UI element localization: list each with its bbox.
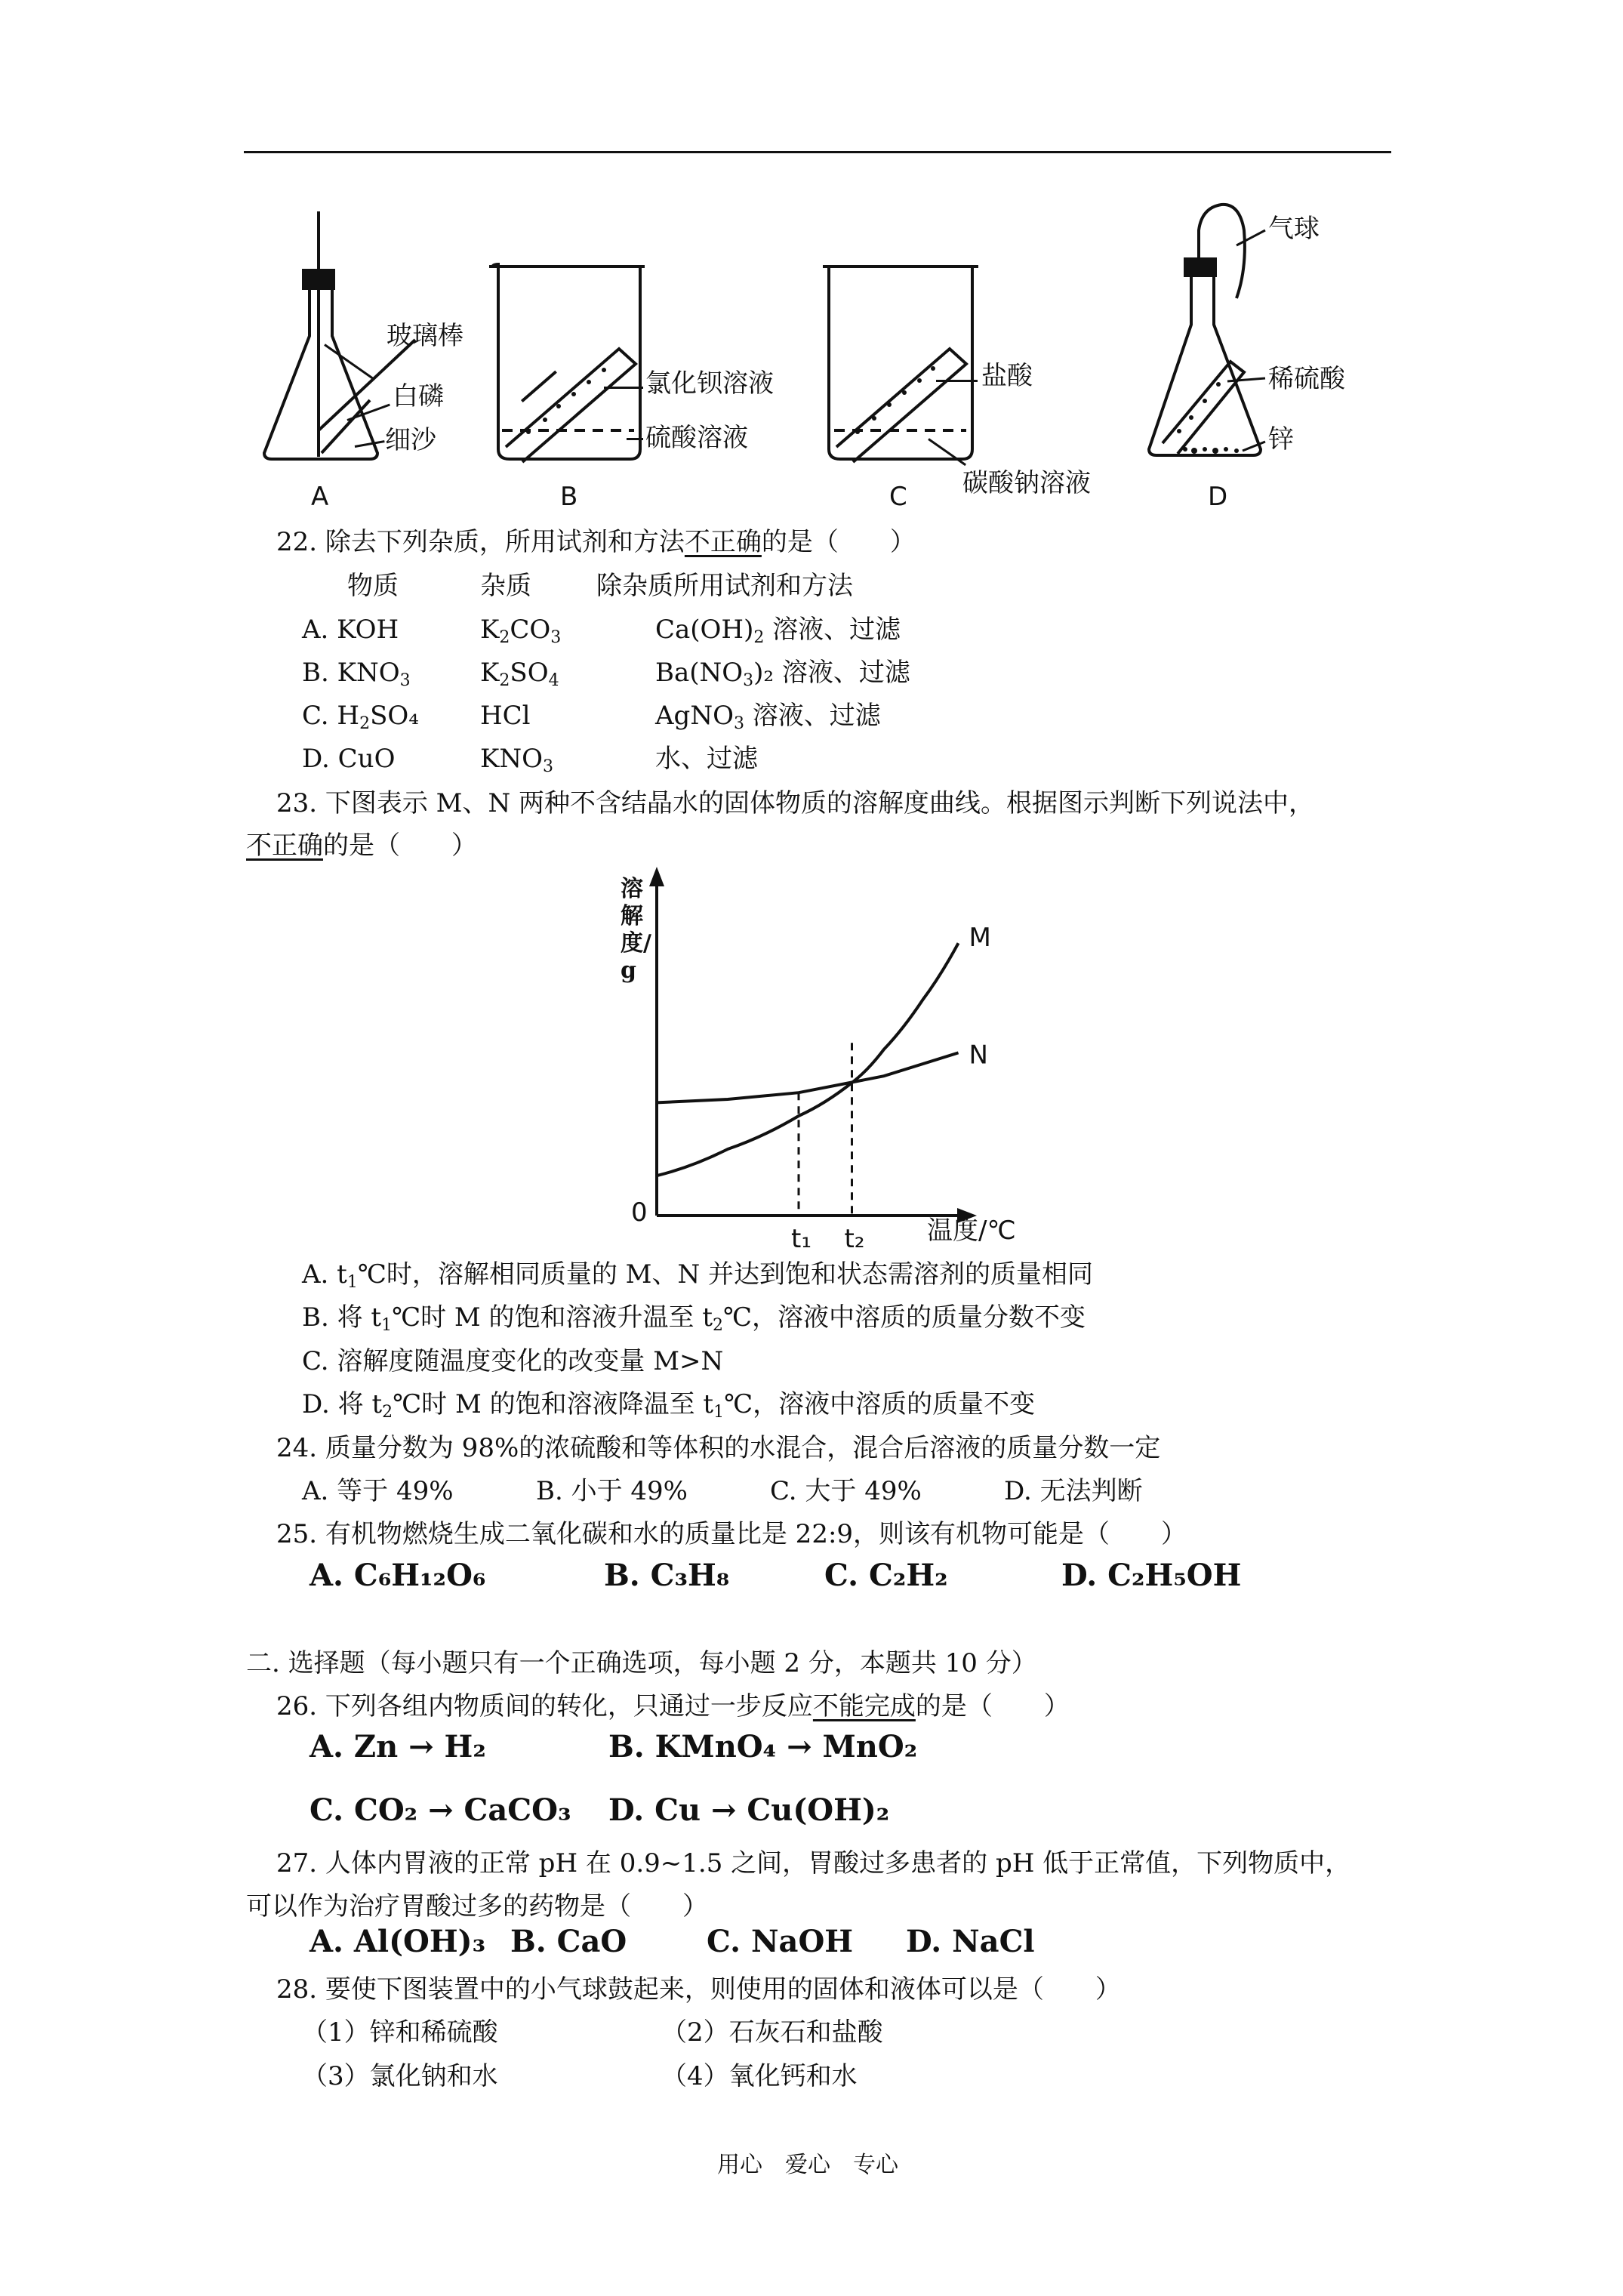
q23-option-d: D. 将 $t_2℃$时 M 的饱和溶液降温至 $t_1℃$，溶液中溶质的质量不变 — [302, 1389, 1036, 1422]
pointer-b2 — [627, 438, 643, 440]
q23-option-a: A. $t_1℃$时，溶解相同质量的 M、N 并达到饱和状态需溶剂的质量相同 — [302, 1259, 1094, 1292]
q28-option-1: （1）锌和稀硫酸 — [302, 2017, 498, 2048]
q27-stem-line2: 可以作为治疗胃酸过多的药物是（ ） — [246, 1891, 708, 1922]
solubility-chart — [604, 861, 1072, 1253]
q22-row-b-label: B. $KNO_3$ — [302, 658, 411, 690]
q27-option-a: A. Al(OH)₃ — [310, 1924, 486, 1959]
q27-option-d: D. NaCl — [906, 1924, 1035, 1959]
origin-label: 0 — [631, 1197, 648, 1228]
y-axis-label: 溶解度/g — [621, 876, 651, 984]
q22-row-b-impurity: $K_2SO_4$ — [480, 658, 559, 690]
q22-row-c-label: C. $H_2SO_4$ — [302, 701, 419, 733]
q22-row-d-method: 水、过滤 — [655, 744, 758, 774]
q27-option-b: B. CaO — [510, 1924, 627, 1959]
q25-option-d: D. C₂H₅OH — [1061, 1558, 1242, 1593]
q28-option-2: （2）石灰石和盐酸 — [661, 2017, 883, 2048]
label-dilute-sulfuric: 稀硫酸 — [1268, 364, 1345, 394]
caption-c: C — [889, 482, 907, 512]
q27-option-c: C. NaOH — [707, 1924, 854, 1959]
label-sulfuric-solution: 硫酸溶液 — [645, 423, 748, 453]
q23-option-c: C. 溶解度随温度变化的改变量 M>N — [302, 1346, 724, 1376]
series-line-n — [657, 1052, 959, 1102]
caption-b: B — [560, 482, 578, 512]
label-fine-sand: 细沙 — [385, 425, 436, 455]
q23-option-b: B. 将 $t_1℃$时 M 的饱和溶液升温至 $t_2℃$，溶液中溶质的质量分数不变 — [302, 1302, 1086, 1335]
q22-header-impurity: 杂质 — [480, 571, 531, 601]
pointer-b1 — [604, 387, 643, 389]
x-tick-t1: t₁ — [791, 1224, 812, 1253]
q25-stem: 25. 有机物燃烧生成二氧化碳和水的质量比是 22:9，则该有机物可能是（ ） — [276, 1519, 1187, 1549]
q22-header-method: 除杂质所用试剂和方法 — [596, 571, 853, 601]
section-2-title: 二. 选择题（每小题只有一个正确选项，每小题 2 分，本题共 10 分） — [246, 1648, 1037, 1678]
q22-row-d-impurity: $KNO_3$ — [480, 744, 554, 776]
q22-row-a-impurity: $K_2CO_3$ — [480, 615, 562, 647]
header-rule — [244, 151, 1391, 153]
label-zinc: 锌 — [1268, 424, 1294, 455]
x-axis-label: 温度/℃ — [927, 1216, 1016, 1246]
q24-option-a: A. 等于 49% — [302, 1476, 454, 1506]
q22-row-b-method: $Ba(NO_3)_2$ 溶液、过滤 — [655, 658, 910, 690]
q24-option-b: B. 小于 49% — [536, 1476, 688, 1506]
q22-stem: 22. 除去下列杂质，所用试剂和方法不正确的是（ ） — [276, 527, 916, 557]
series-label-m: M — [969, 923, 991, 954]
q26-option-c: C. CO₂ → CaCO₃ — [310, 1792, 571, 1828]
q28-option-3: （3）氯化钠和水 — [302, 2061, 498, 2091]
page-footer: 用心 爱心 专心 — [717, 2152, 898, 2178]
x-tick-t2: t₂ — [844, 1224, 865, 1253]
q22-row-c-method: AgNO$_3$ 溶液、过滤 — [655, 701, 881, 733]
q28-stem: 28. 要使下图装置中的小气球鼓起来，则使用的固体和液体可以是（ ） — [276, 1974, 1121, 2005]
y-axis-arrow — [649, 867, 664, 886]
q26-stem: 26. 下列各组内物质间的转化，只通过一步反应不能完成的是（ ） — [276, 1691, 1070, 1721]
q22-row-a-method: $Ca(OH)_2$ 溶液、过滤 — [655, 615, 901, 647]
series-label-n: N — [969, 1040, 988, 1071]
q22-row-d-label: D. CuO — [302, 744, 396, 774]
q23-stem-line1: 23. 下图表示 M、N 两种不含结晶水的固体物质的溶解度曲线。根据图示判断下列说法中， — [276, 788, 1315, 818]
q28-option-4: （4）氧化钙和水 — [661, 2061, 858, 2091]
caption-d: D — [1208, 482, 1228, 512]
label-balloon: 气球 — [1268, 214, 1320, 244]
label-hydrochloric: 盐酸 — [981, 361, 1033, 391]
label-sodium-carbonate: 碳酸钠溶液 — [962, 468, 1091, 498]
caption-a: A — [311, 482, 329, 512]
q26-option-a: A. Zn → H₂ — [310, 1729, 486, 1764]
q23-stem-line2: 不正确的是（ ） — [246, 831, 477, 861]
label-glass-rod: 玻璃棒 — [387, 321, 463, 351]
q25-option-c: C. C₂H₂ — [824, 1558, 948, 1593]
series-line-m — [657, 943, 959, 1176]
q25-option-b: B. C₃H₈ — [604, 1558, 730, 1593]
pointer-c1 — [936, 380, 978, 382]
q22-header-substance: 物质 — [347, 571, 399, 601]
q25-option-a: A. C₆H₁₂O₆ — [310, 1558, 486, 1593]
label-barium-chloride: 氯化钡溶液 — [645, 368, 774, 399]
q24-option-d: D. 无法判断 — [1004, 1476, 1143, 1506]
q26-option-b: B. KMnO₄ → MnO₂ — [608, 1729, 918, 1764]
q22-row-c-impurity: HCl — [480, 701, 531, 731]
q24-stem: 24. 质量分数为 98%的浓硫酸和等体积的水混合，混合后溶液的质量分数一定 — [276, 1433, 1161, 1463]
label-white-phosphorus: 白磷 — [393, 381, 444, 411]
q26-option-d: D. Cu → Cu(OH)₂ — [608, 1792, 890, 1828]
q24-option-c: C. 大于 49% — [770, 1476, 922, 1506]
beaker-c — [823, 267, 978, 462]
q22-row-a-label: A. KOH — [302, 615, 399, 645]
q27-stem-line1: 27. 人体内胃液的正常 pH 在 0.9~1.5 之间，胃酸过多患者的 pH 低于正常值，下列物质中， — [276, 1848, 1351, 1878]
